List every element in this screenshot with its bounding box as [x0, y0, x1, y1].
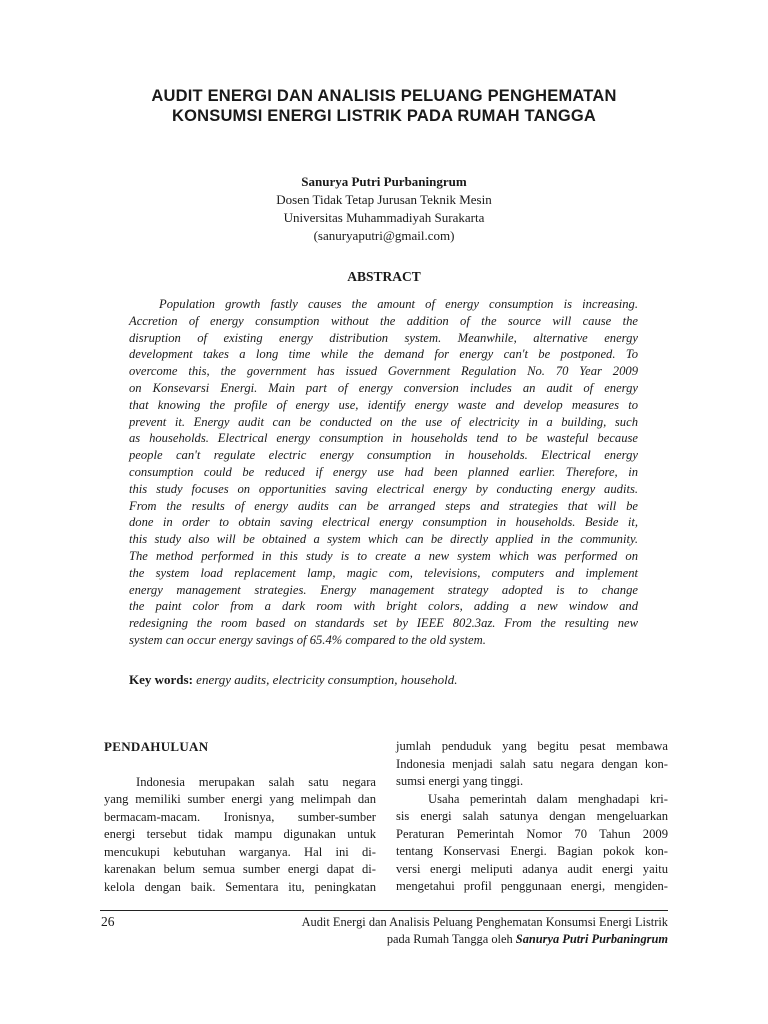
abstract-line: the system load replacement lamp, magic com, televisions, computers and implement [129, 565, 638, 580]
abstract-line: system can occur energy savings of 65.4% compared to the old system. [129, 632, 486, 647]
body-line: yang memiliki sumber energi yang melimpah dan [104, 792, 376, 806]
abstract-line: overcome this, the government has issued Government Regulation No. 70 Year 2009 [129, 364, 638, 379]
author-position: Dosen Tidak Tetap Jurusan Teknik Mesin [276, 192, 492, 207]
abstract-line: Population growth fastly causes the amount of energy consumption is increasing. [159, 297, 638, 311]
body-line: Indonesia merupakan salah satu negara [136, 774, 376, 789]
body-line: Peraturan Pemerintah Nomor 70 Tahun 2009 [396, 826, 668, 841]
body-line: bermacam-macam. Ironisnya, sumber-sumber [104, 809, 376, 824]
abstract-line: From the results of energy audits can be arranged steps and strategies that will be [129, 498, 638, 513]
body-line: Indonesia menjadi salah satu negara dengan kon- [396, 756, 668, 771]
footer-line-1: Audit Energi dan Analisis Peluang Penghematan Konsumsi Energi Listrik [301, 915, 668, 929]
abstract-line: that knowing the profile of energy use, identify energy waste and develop measures to [129, 397, 638, 412]
abstract-line: as households. Electrical energy consumption in households tend to be wasteful because [129, 431, 638, 446]
abstract-line: The method performed in this study is to create a new system which was performed on [129, 548, 638, 563]
abstract-heading: ABSTRACT [347, 269, 421, 284]
abstract-line: on Konsevarsi Energi. Main part of energy conversion includes an audit of energy [129, 380, 638, 395]
keywords-text: energy audits, electricity consumption, household. [196, 672, 458, 687]
body-line: tentang Konservasi Energi. Bagian pokok kon- [396, 844, 668, 858]
author-block [100, 173, 668, 245]
abstract-line: energy management strategies. Energy management strategy adopted is to change [129, 582, 638, 597]
body-line: energi tersebut tidak mampu digunakan untuk [104, 827, 376, 841]
footer-author: Sanurya Putri Purbaningrum [515, 931, 668, 946]
abstract-line: this study focuses on opportunities saving electrical energy by conducting energy audits. [129, 481, 638, 496]
page-number: 26 [101, 914, 115, 929]
footer-line-2 [250, 931, 668, 948]
abstract-line: people can't regulate electric energy consumption in households. Electrical energy [129, 448, 638, 463]
author-affiliation: Universitas Muhammadiyah Surakarta [283, 210, 485, 225]
body-line: kelola dengan baik. Sementara itu, peningkatan [104, 879, 376, 894]
body-line: mengetahui profil penggunaan energi, mengiden- [396, 879, 668, 893]
section-heading: PENDAHULUAN [104, 739, 209, 754]
abstract-body [129, 296, 638, 649]
abstract-line: the paint color from a dark room with bright colors, adding a new window and [129, 599, 638, 614]
body-line: sumsi energi yang tinggi. [396, 774, 524, 788]
body-line: jumlah penduduk yang begitu pesat membawa [396, 739, 668, 753]
body-column-right [396, 738, 668, 896]
paper-title [100, 86, 668, 126]
body-line: versi energi meliputi adanya audit energi yaitu [396, 861, 668, 876]
footer-divider [100, 910, 668, 911]
title-line-1: AUDIT ENERGI DAN ANALISIS PELUANG PENGHEMATAN [151, 87, 617, 105]
keywords-label: Key words: [129, 672, 193, 687]
author-name: Sanurya Putri Purbaningrum [301, 174, 467, 189]
body-line: sis energi salah satunya dengan mengeluarkan [396, 809, 668, 823]
abstract-line: this study also will be obtained a system which can be directly applied in the community. [129, 532, 638, 547]
running-footer [250, 914, 668, 947]
author-email: (sanuryaputri@gmail.com) [313, 228, 455, 243]
abstract-line: prevent it. Energy audit can be conducted on the use of electricity in a building, such [129, 414, 638, 429]
keywords [129, 671, 638, 688]
body-line: mencukupi kebutuhan warganya. Hal ini di- [104, 844, 376, 859]
title-line-2: KONSUMSI ENERGI LISTRIK PADA RUMAH TANGGA [171, 107, 597, 125]
abstract-line: disruption of existing energy distribution system. Meanwhile, alternative energy [129, 330, 638, 345]
body-line: karenakan belum semua sumber energi dapat di- [104, 862, 376, 876]
abstract-line: done in order to obtain saving electrical energy consumption in households. Beside it, [129, 515, 638, 530]
body-column-left [104, 738, 376, 896]
abstract-line: Accretion of energy consumption without the addition of the source will cause the [129, 313, 638, 328]
body-line: Usaha pemerintah dalam menghadapi kri- [428, 791, 668, 806]
abstract-line: consumption could be reduced if energy use had been planned earlier. Therefore, in [129, 464, 638, 479]
abstract-line: redesigning the room based on standards set by IEEE 802.3az. From the resulting new [129, 616, 638, 631]
abstract-line: development takes a long time while the demand for energy can't be postponed. To [129, 347, 638, 362]
footer-line-2-prefix: pada Rumah Tangga oleh [386, 931, 513, 946]
